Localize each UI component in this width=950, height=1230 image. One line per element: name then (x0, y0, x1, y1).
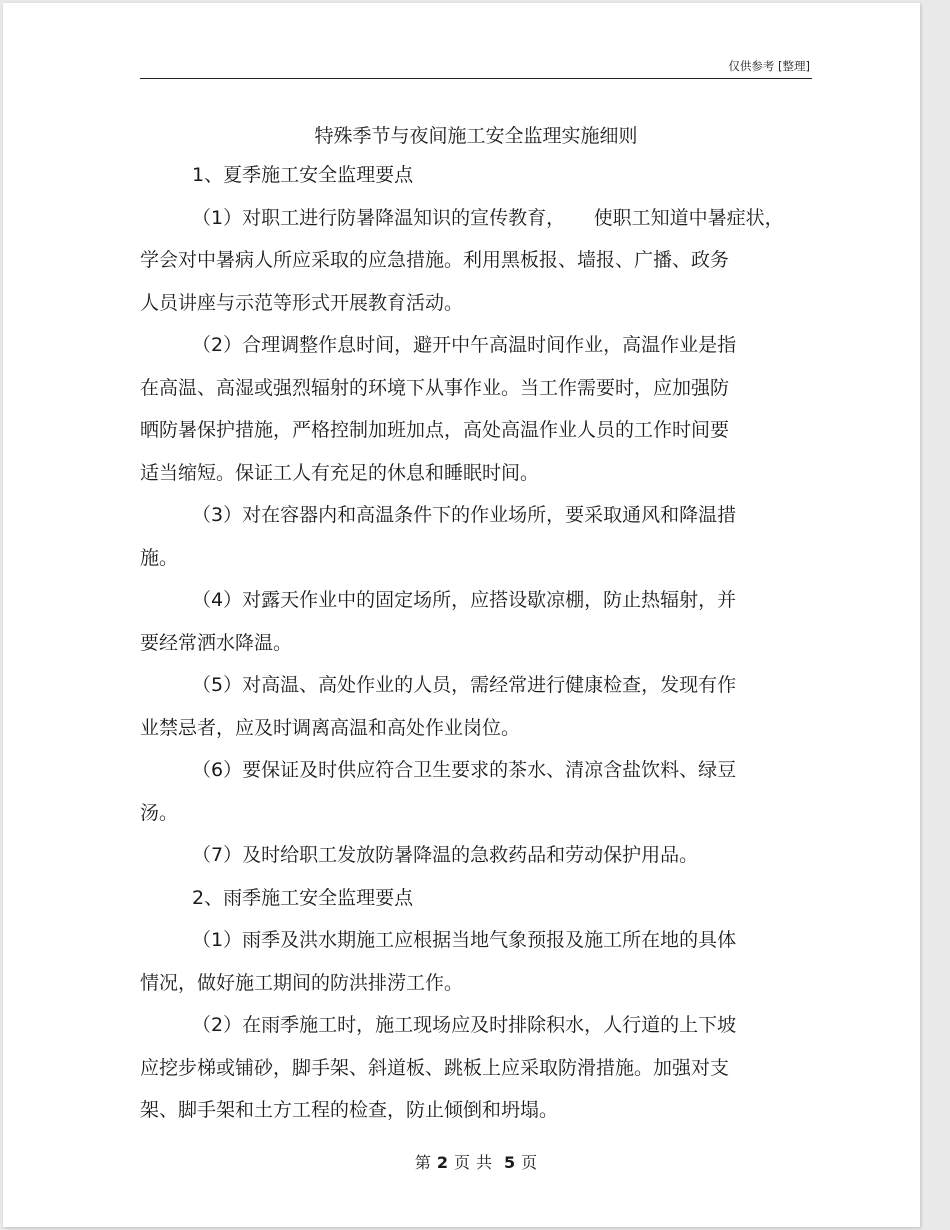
body-line: 业禁忌者，应及时调离高温和高处作业岗位。 (140, 716, 521, 739)
body-line: 汤。 (140, 801, 179, 824)
body-line: 在高温、高湿或强烈辐射的环境下从事作业。当工作需要时，应加强防 (140, 376, 730, 399)
document-page (3, 3, 920, 1227)
footer-total-word: 共 (476, 1153, 493, 1172)
page-footer (140, 1150, 812, 1173)
footer-prefix: 第 (414, 1153, 431, 1172)
body-line: （1）对职工进行防暑降温知识的宣传教育， 使职工知道中暑症状， (192, 206, 784, 229)
header-rule (140, 78, 812, 79)
body-line: 要经常洒水降温。 (140, 631, 293, 654)
document-title: 特殊季节与夜间施工安全监理实施细则 (314, 125, 638, 147)
body-line: 2、雨季施工安全监理要点 (192, 886, 414, 909)
body-line: 1、夏季施工安全监理要点 (192, 164, 414, 186)
body-line: （6）要保证及时供应符合卫生要求的茶水、清凉含盐饮料、绿豆 (192, 759, 737, 781)
body-line: （2）在雨季施工时，施工现场应及时排除积水，人行道的上下坡 (192, 1014, 737, 1036)
body-line: 情况，做好施工期间的防洪排涝工作。 (140, 971, 464, 994)
body-line: 应挖步梯或铺砂，脚手架、斜道板、跳板上应采取防滑措施。加强对支 (140, 1056, 730, 1079)
body-line: 人员讲座与示范等形式开展教育活动。 (140, 291, 464, 314)
body-line: 学会对中暑病人所应采取的应急措施。利用黑板报、墙报、广播、政务 (140, 249, 730, 271)
body-line: （2）合理调整作息时间，避开中午高温时间作业，高温作业是指 (192, 334, 737, 356)
footer-total-pages: 5 (504, 1153, 516, 1172)
body-line: 适当缩短。保证工人有充足的休息和睡眠时间。 (140, 461, 540, 484)
body-line: （4）对露天作业中的固定场所，应搭设歇凉棚，防止热辐射，并 (192, 589, 737, 611)
footer-page-word: 页 (453, 1153, 470, 1172)
body-line: 施。 (140, 546, 179, 569)
body-line: （7）及时给职工发放防暑降温的急救药品和劳动保护用品。 (192, 844, 699, 866)
body-line: （3）对在容器内和高温条件下的作业场所，要采取通风和降温措 (192, 504, 737, 526)
body-line: 晒防暑保护措施，严格控制加班加点，高处高温作业人员的工作时间要 (140, 419, 730, 441)
body-line: （1）雨季及洪水期施工应根据当地气象预报及施工所在地的具体 (192, 929, 737, 951)
document-body (140, 154, 784, 1132)
body-line: 架、脚手架和土方工程的检查，防止倾倒和坍塌。 (140, 1099, 559, 1121)
header-note: 仅供参考 [整理] (728, 59, 810, 73)
footer-page-number: 2 (436, 1153, 448, 1172)
body-line: （5）对高温、高处作业的人员，需经常进行健康检查，发现有作 (192, 674, 737, 696)
footer-suffix: 页 (521, 1153, 538, 1172)
